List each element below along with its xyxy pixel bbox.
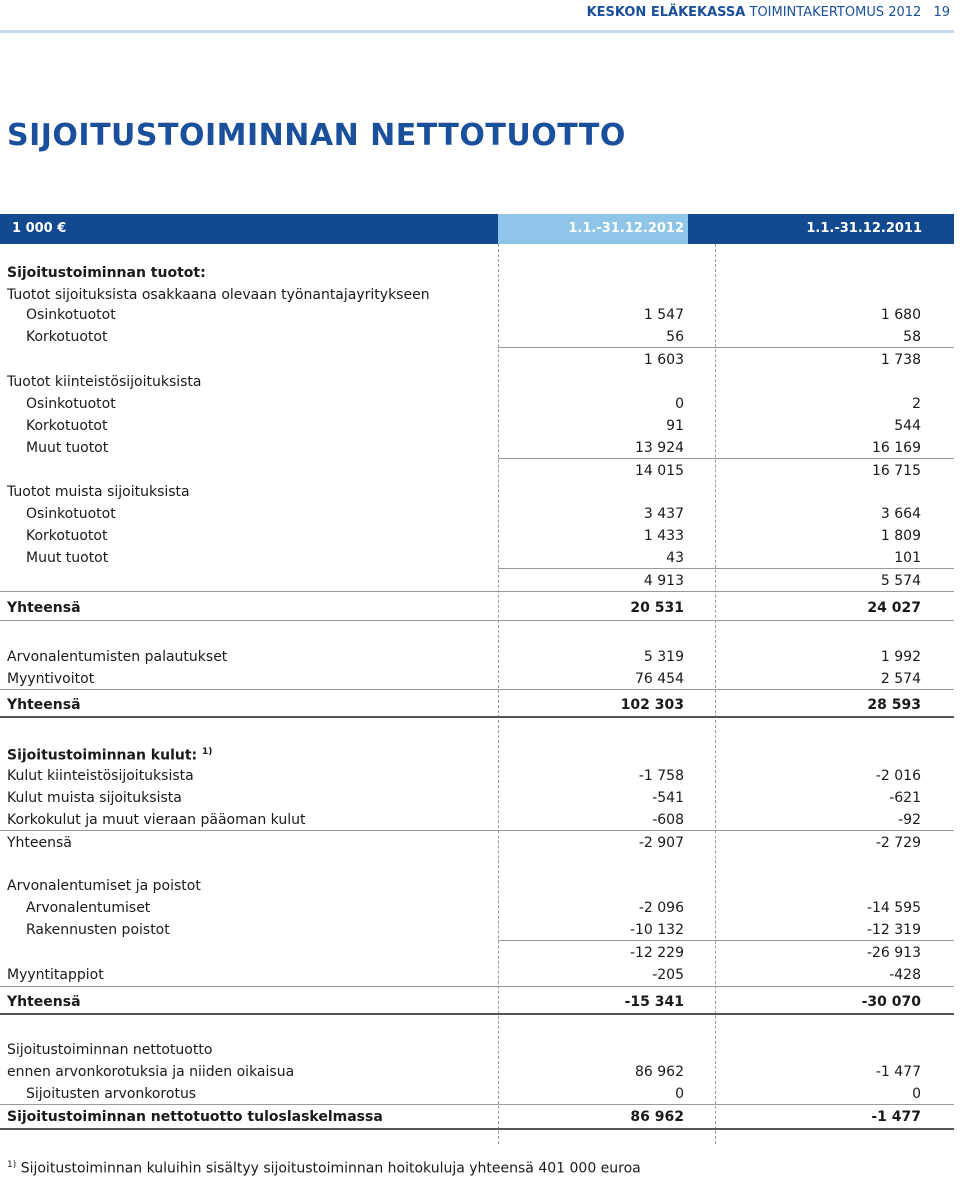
value-previous: -621 <box>889 790 921 806</box>
value-current: -10 132 <box>629 922 684 938</box>
table-row-total <box>0 832 954 854</box>
value-previous: 1 680 <box>880 307 921 323</box>
row-label: Muut tuotot <box>26 550 109 566</box>
row-label: Myyntitappiot <box>7 967 104 983</box>
total-rule <box>0 620 954 621</box>
table-row <box>0 875 954 897</box>
row-label: Korkokulut ja muut vieraan pääoman kulut <box>7 812 306 828</box>
value-previous: 1 738 <box>880 352 921 368</box>
value-current: -608 <box>652 812 684 828</box>
value-previous: 5 574 <box>880 573 921 589</box>
value-previous: 3 664 <box>880 506 921 522</box>
row-label: Arvonalentumiset <box>26 900 151 916</box>
value-current: 86 962 <box>635 1064 684 1080</box>
table-row <box>0 262 954 284</box>
footnote-mark: 1) <box>7 1160 17 1170</box>
value-current: 4 913 <box>643 573 684 589</box>
value-current: 3 437 <box>643 506 684 522</box>
row-label: Tuotot muista sijoituksista <box>7 484 190 500</box>
table-row-total <box>0 694 954 716</box>
value-previous: 28 593 <box>867 697 921 713</box>
value-previous: 24 027 <box>867 600 921 616</box>
row-label: Tuotot sijoituksista osakkaana olevaan työnantajayritykseen <box>7 287 430 303</box>
table-row <box>0 646 954 668</box>
value-current: 86 962 <box>630 1109 684 1125</box>
value-current: 1 433 <box>643 528 684 544</box>
total-rule <box>0 591 954 592</box>
value-current: 0 <box>675 1086 684 1102</box>
subtotal-rule <box>498 458 954 459</box>
row-label: Osinkotuotot <box>26 307 116 323</box>
value-current: -541 <box>652 790 684 806</box>
value-current: 56 <box>666 329 684 345</box>
total-rule <box>0 1013 954 1015</box>
running-header <box>0 0 954 33</box>
row-label: Sijoitusten arvonkorotus <box>26 1086 197 1102</box>
table-row-total <box>0 1106 954 1128</box>
table-row-total <box>0 597 954 619</box>
value-previous: -30 070 <box>861 994 921 1010</box>
header-page-number: 19 <box>933 5 950 20</box>
table-row <box>0 415 954 437</box>
value-previous: -2 016 <box>875 768 921 784</box>
value-current: -1 758 <box>638 768 684 784</box>
column-header-current-period <box>498 214 688 244</box>
value-previous: 58 <box>903 329 921 345</box>
table-row <box>0 964 954 986</box>
table-row <box>0 919 954 941</box>
row-label: Kulut kiinteistösijoituksista <box>7 768 194 784</box>
value-previous: 2 <box>912 396 921 412</box>
table-row <box>0 393 954 415</box>
table-row <box>0 570 954 592</box>
row-label: Osinkotuotot <box>26 396 116 412</box>
value-previous: -428 <box>889 967 921 983</box>
value-previous: -2 729 <box>875 835 921 851</box>
row-label: Yhteensä <box>7 994 81 1010</box>
value-current: 102 303 <box>620 697 684 713</box>
row-label: Korkotuotot <box>26 528 108 544</box>
total-rule <box>0 986 954 987</box>
column-header-units: 1 000 € <box>12 221 67 236</box>
value-previous: 1 992 <box>880 649 921 665</box>
row-label: Muut tuotot <box>26 440 109 456</box>
table-row <box>0 284 954 306</box>
value-current: 5 319 <box>643 649 684 665</box>
table-row <box>0 437 954 459</box>
row-label: Tuotot kiinteistösijoituksista <box>7 374 202 390</box>
total-rule <box>0 1128 954 1130</box>
row-label: Yhteensä <box>7 835 72 851</box>
value-previous: -26 913 <box>866 945 921 961</box>
value-current: -205 <box>652 967 684 983</box>
table-row-total <box>0 991 954 1013</box>
table-row <box>0 1039 954 1061</box>
row-label: Sijoitustoiminnan nettotuotto <box>7 1042 213 1058</box>
table-row <box>0 547 954 569</box>
total-rule <box>0 1104 954 1105</box>
value-current: 14 015 <box>635 463 684 479</box>
table-row <box>0 503 954 525</box>
footnote-text: Sijoitustoiminnan kuluihin sisältyy sijoitustoiminnan hoitokuluja yhteensä 401 000 euroa <box>20 1160 641 1177</box>
table-row <box>0 942 954 964</box>
table-column-header <box>0 214 954 244</box>
value-current: 0 <box>675 396 684 412</box>
table-row <box>0 525 954 547</box>
total-rule <box>0 830 954 831</box>
table-row <box>0 787 954 809</box>
table-row <box>0 304 954 326</box>
row-label: Korkotuotot <box>26 329 108 345</box>
row-label: Korkotuotot <box>26 418 108 434</box>
row-label: Yhteensä <box>7 697 81 713</box>
subtotal-rule <box>498 568 954 569</box>
row-label: Sijoitustoiminnan nettotuotto tuloslaskelmassa <box>7 1109 383 1125</box>
table-row <box>0 809 954 831</box>
total-rule <box>0 716 954 718</box>
value-current: 1 603 <box>643 352 684 368</box>
table-row <box>0 765 954 787</box>
value-current: -2 096 <box>638 900 684 916</box>
value-previous: 2 574 <box>880 671 921 687</box>
table-row <box>0 371 954 393</box>
row-label: Myyntivoitot <box>7 671 95 687</box>
row-label: Osinkotuotot <box>26 506 116 522</box>
value-current: -12 229 <box>629 945 684 961</box>
row-label: ennen arvonkorotuksia ja niiden oikaisua <box>7 1064 295 1080</box>
value-previous: 1 809 <box>880 528 921 544</box>
value-previous: 0 <box>912 1086 921 1102</box>
value-current: 76 454 <box>635 671 684 687</box>
value-previous: 544 <box>894 418 921 434</box>
value-previous: -12 319 <box>866 922 921 938</box>
value-previous: -92 <box>898 812 921 828</box>
header-report-name: TOIMINTAKERTOMUS 2012 <box>749 5 922 20</box>
value-previous: 101 <box>894 550 921 566</box>
subtotal-rule <box>498 347 954 348</box>
column-header-current-label: 1.1.-31.12.2012 <box>568 221 684 236</box>
row-label-text: Sijoitustoiminnan kulut: <box>7 747 198 764</box>
value-previous: 16 169 <box>872 440 921 456</box>
value-current: 20 531 <box>630 600 684 616</box>
row-label: Sijoitustoiminnan tuotot: <box>7 265 206 281</box>
row-label: Yhteensä <box>7 600 81 616</box>
table-row <box>0 460 954 482</box>
page-title: SIJOITUSTOIMINNAN NETTOTUOTTO <box>7 118 626 153</box>
row-label: Kulut muista sijoituksista <box>7 790 182 806</box>
value-current: 43 <box>666 550 684 566</box>
value-current: -2 907 <box>638 835 684 851</box>
value-current: 91 <box>666 418 684 434</box>
table-row <box>0 668 954 690</box>
row-label: Arvonalentumisten palautukset <box>7 649 228 665</box>
table-row <box>0 349 954 371</box>
total-rule <box>0 689 954 690</box>
table-row <box>0 326 954 348</box>
value-previous: -14 595 <box>866 900 921 916</box>
table-row <box>0 897 954 919</box>
table-row <box>0 741 954 763</box>
footnote-ref: 1) <box>202 747 213 757</box>
row-label: Arvonalentumiset ja poistot <box>7 878 201 894</box>
value-current: -15 341 <box>624 994 684 1010</box>
header-organization: KESKON ELÄKEKASSA <box>586 5 746 20</box>
value-previous: -1 477 <box>875 1064 921 1080</box>
table-row <box>0 1083 954 1105</box>
table-row <box>0 481 954 503</box>
value-current: 1 547 <box>643 307 684 323</box>
row-label: Rakennusten poistot <box>26 922 170 938</box>
value-current: 13 924 <box>635 440 684 456</box>
footnote <box>7 1155 641 1179</box>
value-previous: -1 477 <box>871 1109 921 1125</box>
subtotal-rule <box>498 940 954 941</box>
row-label <box>7 741 212 767</box>
value-previous: 16 715 <box>872 463 921 479</box>
table-row <box>0 1061 954 1083</box>
column-header-previous-period: 1.1.-31.12.2011 <box>806 221 922 236</box>
